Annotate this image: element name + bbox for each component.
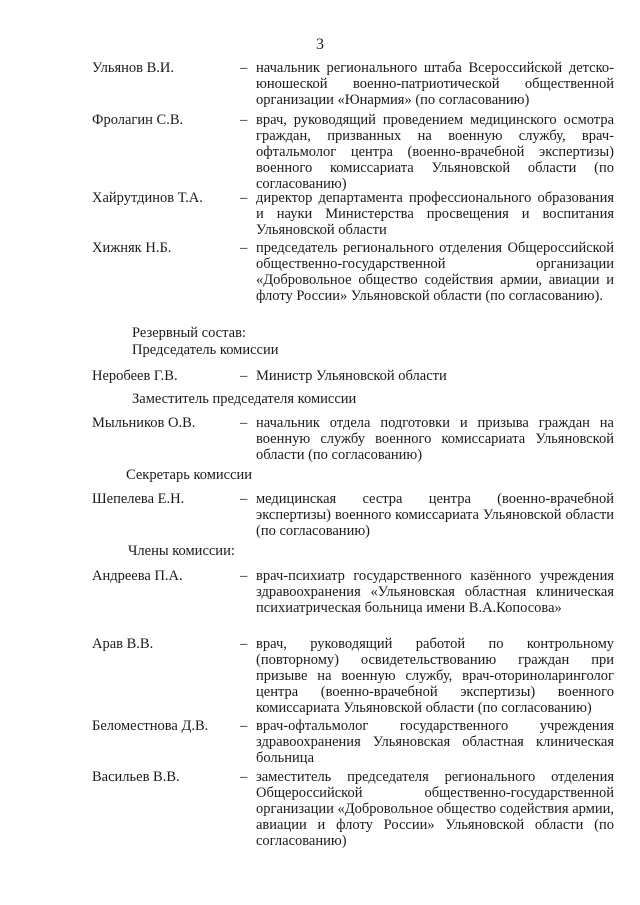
- member-description: начальник регионального штаба Всероссийской детско-юношеской военно-патриотической общественной организации «Юнармия» (по согласованию): [256, 60, 614, 108]
- chairman-heading: Председатель комиссии: [132, 342, 279, 358]
- member-description: заместитель председателя регионального отделения Общероссийской общественно-государственной организации «Добровольное общество содействия армии, авиации и флоту России» Ульяновской области (по согласованию): [256, 769, 614, 849]
- member-description: врач, руководящий работой по контрольному (повторному) освидетельствованию граждан при призыве на военную службу, врач-оториноларинголог центра (военно-врачебной экспертизы) военного комиссариата Ульяновской области (по согласованию): [256, 636, 614, 716]
- member-name: Андреева П.А.: [92, 568, 183, 584]
- dash: –: [240, 190, 248, 206]
- member-description: врач-психиатр государственного казённого учреждения здравоохранения «Ульяновская областная клиническая психиатрическая больница имени В.А.Копосова»: [256, 568, 614, 616]
- member-name: Ульянов В.И.: [92, 60, 175, 76]
- dash: –: [240, 568, 248, 584]
- reserve-heading: Резервный состав:: [132, 325, 246, 341]
- member-description: врач, руководящий проведением медицинского осмотра граждан, призванных на военную службу, врач-офтальмолог центра (военно-врачебной экспертизы) военного комиссариата Ульяновской области (по согласованию): [256, 112, 614, 192]
- member-name: Фролагин С.В.: [92, 112, 184, 128]
- secretary-heading: Секретарь комиссии: [126, 467, 253, 483]
- dash: –: [240, 368, 248, 384]
- dash: –: [240, 769, 248, 785]
- member-description: медицинская сестра центра (военно-врачебной экспертизы) военного комиссариата Ульяновской области (по согласованию): [256, 491, 614, 539]
- member-name: Неробеев Г.В.: [92, 368, 178, 384]
- dash: –: [240, 240, 248, 256]
- dash: –: [240, 60, 248, 76]
- member-name: Хижняк Н.Б.: [92, 240, 172, 256]
- member-description: начальник отдела подготовки и призыва граждан на военную службу военного комиссариата Ульяновской области (по согласованию): [256, 415, 614, 463]
- member-name: Арав В.В.: [92, 636, 154, 652]
- member-description: директор департамента профессионального образования и науки Министерства просвещения и воспитания Ульяновской области: [256, 190, 614, 238]
- dash: –: [240, 718, 248, 734]
- member-name: Шепелева Е.Н.: [92, 491, 185, 507]
- dash: –: [240, 415, 248, 431]
- member-description: врач-офтальмолог государственного учреждения здравоохранения Ульяновская областная клиническая больница: [256, 718, 614, 766]
- member-description: Министр Ульяновской области: [256, 368, 447, 384]
- dash: –: [240, 636, 248, 652]
- member-name: Беломестнова Д.В.: [92, 718, 209, 734]
- member-name: Мыльников О.В.: [92, 415, 196, 431]
- member-description: председатель регионального отделения Общероссийской общественно-государственной организации «Добровольное общество содействия армии, авиации и флоту России» Ульяновской области (по согласованию).: [256, 240, 614, 304]
- dash: –: [240, 491, 248, 507]
- page-number: 3: [316, 36, 324, 53]
- members-heading: Члены комиссии:: [128, 543, 235, 559]
- member-name: Васильев В.В.: [92, 769, 180, 785]
- deputy-heading: Заместитель председателя комиссии: [132, 391, 357, 407]
- member-name: Хайрутдинов Т.А.: [92, 190, 203, 206]
- dash: –: [240, 112, 248, 128]
